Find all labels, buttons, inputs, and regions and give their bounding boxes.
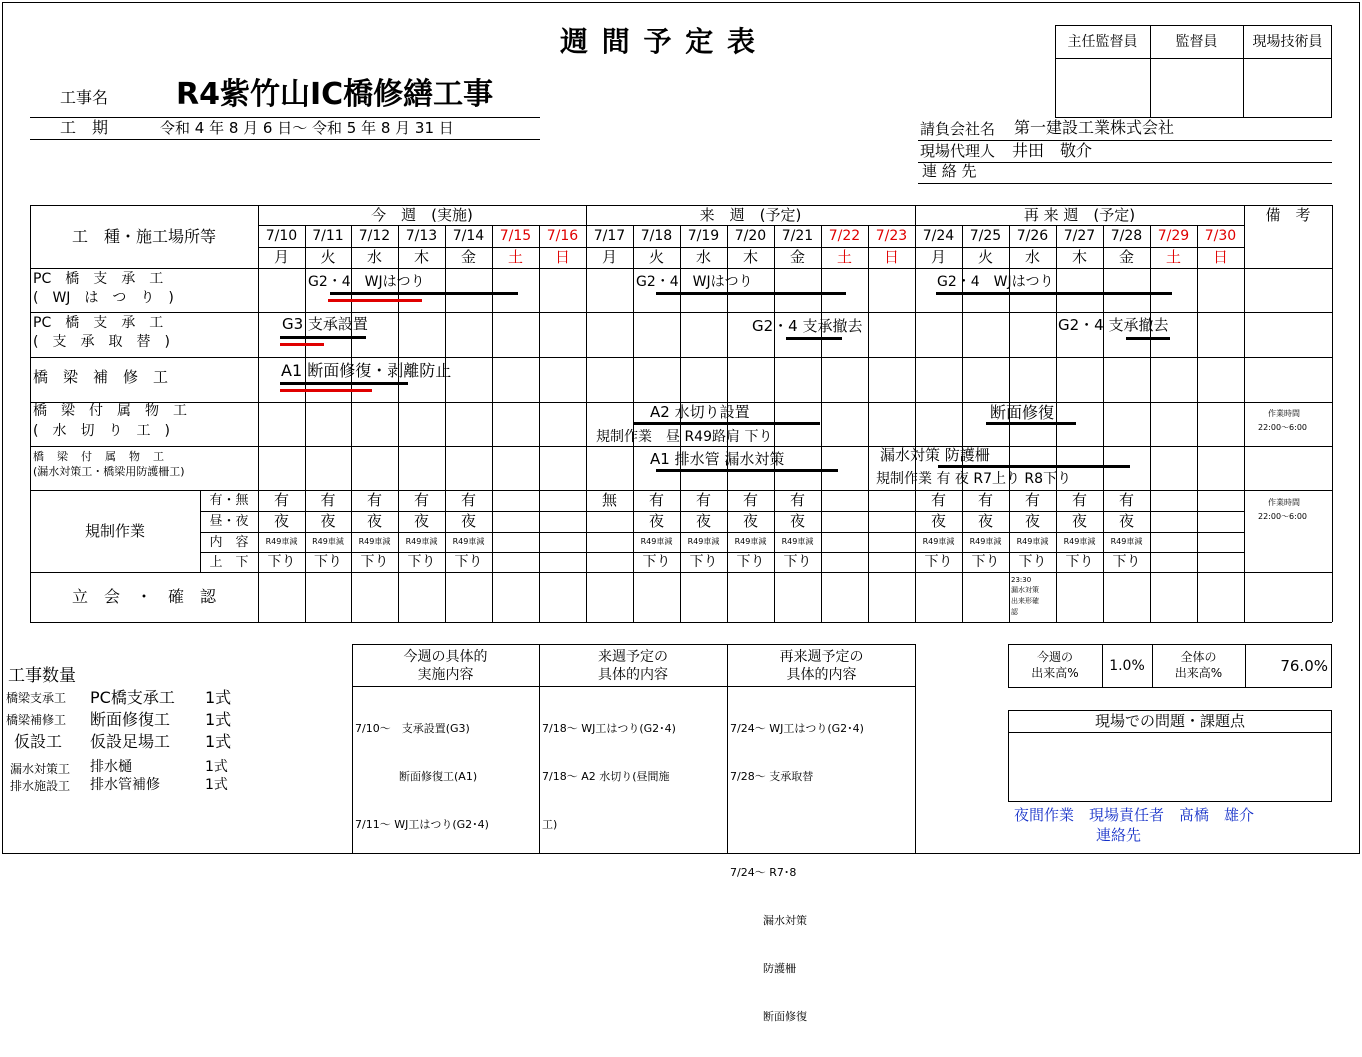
regulation-direction-cell: 下り bbox=[924, 554, 953, 570]
week-progress-value: 1.0% bbox=[1109, 658, 1145, 674]
regulation-night-cell: 夜 bbox=[648, 512, 664, 530]
regulation-yes-cell: 有 bbox=[930, 491, 946, 509]
quantity-qty: 1式 bbox=[205, 777, 228, 793]
witness-label: 立 会 ・ 確 認 bbox=[71, 587, 216, 606]
detail-line: 7/28～ 支承取替 bbox=[730, 770, 814, 783]
task-leak-guard: 漏水対策 防護柵 bbox=[880, 446, 990, 464]
regulation-night-cell: 夜 bbox=[1024, 512, 1040, 530]
weekday-cell: 金 bbox=[460, 248, 476, 266]
regulation-content-label: 内 容 bbox=[209, 534, 249, 550]
regulation-yes-cell: 有 bbox=[648, 491, 664, 509]
regulation-night-cell: 夜 bbox=[1118, 512, 1134, 530]
quantity-qty: 1式 bbox=[205, 688, 232, 707]
regulation-night-cell: 夜 bbox=[789, 512, 805, 530]
weekday-cell: 月 bbox=[273, 248, 289, 266]
regulation-content-cell: R49車減 bbox=[1110, 537, 1143, 546]
witness-note-line3: 出来形確 bbox=[1011, 597, 1039, 605]
date-cell: 7/23 bbox=[875, 228, 908, 244]
regulation-no-cell: 無 bbox=[601, 491, 617, 509]
header-line: 具体的内容 bbox=[598, 667, 668, 683]
weekday-cell: 水 bbox=[695, 248, 711, 266]
regulation-direction-cell: 下り bbox=[783, 554, 812, 570]
week-header-this: 今 週 (実施) bbox=[371, 205, 473, 224]
task-drip-install: A2 水切り設置 bbox=[650, 403, 750, 421]
weekday-cell: 火 bbox=[977, 248, 993, 266]
work-type-header: 工 種・施工場所等 bbox=[71, 226, 216, 246]
date-cell: 7/16 bbox=[546, 228, 579, 244]
row4-label: 橋 梁 付 属 物 工 bbox=[33, 403, 187, 419]
regulation-content-cell: R49車減 bbox=[781, 537, 814, 546]
row2-label: PC 橋 支 承 工 bbox=[33, 315, 164, 331]
quantity-name: 断面修復工 bbox=[90, 710, 171, 729]
approval-chief-supervisor: 主任監督員 bbox=[1067, 33, 1138, 50]
regulation-direction-label: 上 下 bbox=[209, 554, 249, 570]
page-title: 週 間 予 定 表 bbox=[560, 25, 757, 58]
regulation-night-cell: 夜 bbox=[1071, 512, 1087, 530]
regulation-yes-cell: 有 bbox=[977, 491, 993, 509]
label-line: 全体の bbox=[1180, 650, 1217, 665]
regulation-night-cell: 夜 bbox=[460, 512, 476, 530]
regulation-yes-cell: 有 bbox=[366, 491, 382, 509]
date-cell: 7/10 bbox=[265, 228, 298, 244]
project-label: 工事名 bbox=[60, 88, 109, 107]
weekday-cell: 土 bbox=[1165, 248, 1181, 266]
header-line: 実施内容 bbox=[417, 667, 474, 683]
regulation-direction-cell: 下り bbox=[1065, 554, 1094, 570]
regulation-direction-cell: 下り bbox=[736, 554, 765, 570]
task-wj-chipping-week1: G2・4 WJはつり bbox=[308, 274, 425, 290]
quantity-cat: 橋梁補修工 bbox=[6, 713, 67, 727]
details-week-after bbox=[730, 689, 864, 1057]
task-drip-regulation: 規制作業 昼 R49路肩 下り bbox=[596, 429, 773, 445]
task-section-repair-week3: 断面修復 bbox=[990, 403, 1055, 422]
row5-sublabel: (漏水対策工・橋梁用防護柵工) bbox=[33, 465, 185, 478]
weekday-cell: 木 bbox=[1071, 248, 1087, 266]
weekday-cell: 月 bbox=[930, 248, 946, 266]
regulation-content-cell: R49車減 bbox=[358, 537, 391, 546]
actual-bar bbox=[328, 299, 422, 302]
quantity-name: 仮設足場工 bbox=[90, 732, 171, 751]
date-cell: 7/15 bbox=[499, 228, 532, 244]
project-name: R4紫竹山IC橋修繕工事 bbox=[176, 77, 494, 112]
regulation-day-night-label: 昼・夜 bbox=[209, 514, 249, 529]
date-cell: 7/13 bbox=[405, 228, 438, 244]
witness-note-line1: 23:30 bbox=[1011, 576, 1032, 584]
label-line: 今週の bbox=[1036, 650, 1073, 665]
row2-sublabel: ( 支 承 取 替 ) bbox=[33, 334, 170, 350]
detail-line: 7/18～ WJ工はつり(G2･4) bbox=[542, 722, 676, 735]
date-cell: 7/17 bbox=[593, 228, 626, 244]
total-progress-label bbox=[1152, 646, 1245, 686]
row4-sublabel: ( 水 切 り 工 ) bbox=[33, 423, 170, 439]
date-cell: 7/21 bbox=[781, 228, 814, 244]
regulation-content-cell: R49車減 bbox=[312, 537, 344, 546]
work-hours-value: 22:00～6:00 bbox=[1258, 423, 1308, 432]
date-cell: 7/11 bbox=[312, 228, 344, 244]
regulation-content-cell: R49車減 bbox=[969, 537, 1002, 546]
regulation-yes-cell: 有 bbox=[742, 491, 758, 509]
week-progress-label bbox=[1008, 646, 1102, 686]
plan-bar bbox=[936, 292, 1172, 295]
task-wj-chipping-week3: G2・4 WJはつり bbox=[937, 274, 1054, 290]
remarks-header: 備 考 bbox=[1265, 205, 1311, 224]
night-contact-line2: 連絡先 bbox=[1096, 826, 1142, 844]
task-bearing-install: G3 支承設置 bbox=[282, 315, 368, 333]
regulation-direction-cell: 下り bbox=[971, 554, 1000, 570]
week-header-next: 来 週 (予定) bbox=[699, 205, 802, 224]
date-cell: 7/29 bbox=[1157, 228, 1190, 244]
header-line: 再来週予定の bbox=[779, 648, 864, 665]
quantity-name: PC橋支承工 bbox=[90, 688, 175, 707]
detail-line: 断面修復工(A1) bbox=[355, 770, 478, 783]
regulation-night-cell: 夜 bbox=[930, 512, 946, 530]
regulation-direction-cell: 下り bbox=[1018, 554, 1047, 570]
issues-title: 現場での問題・課題点 bbox=[1094, 711, 1245, 730]
plan-bar bbox=[986, 422, 1076, 425]
weekday-cell: 水 bbox=[1024, 248, 1040, 266]
regulation-content-cell: R49車減 bbox=[687, 537, 720, 546]
contact-label: 連 絡 先 bbox=[922, 162, 977, 180]
details-this-week bbox=[355, 689, 489, 865]
quantity-qty: 1式 bbox=[205, 732, 232, 751]
date-cell: 7/20 bbox=[734, 228, 767, 244]
regulation-direction-cell: 下り bbox=[1112, 554, 1141, 570]
date-cell: 7/27 bbox=[1063, 228, 1096, 244]
plan-bar bbox=[656, 469, 838, 472]
work-hours-label: 作業時間 bbox=[1268, 409, 1300, 418]
total-progress-value: 76.0% bbox=[1280, 656, 1328, 675]
plan-bar bbox=[280, 336, 366, 339]
regulation-night-cell: 夜 bbox=[366, 512, 382, 530]
regulation-hours-label: 作業時間 bbox=[1268, 498, 1300, 507]
detail-line: 工) bbox=[542, 818, 558, 831]
label-line: 出来高% bbox=[1174, 666, 1223, 680]
detail-line: 断面修復 bbox=[730, 1010, 807, 1023]
date-cell: 7/25 bbox=[969, 228, 1002, 244]
date-cell: 7/26 bbox=[1016, 228, 1049, 244]
date-cell: 7/30 bbox=[1204, 228, 1237, 244]
detail-line: 7/24～ WJ工はつり(G2･4) bbox=[730, 722, 864, 735]
quantity-qty: 1式 bbox=[205, 710, 232, 729]
regulation-night-cell: 夜 bbox=[320, 512, 336, 530]
regulation-yes-cell: 有 bbox=[320, 491, 336, 509]
period-value: 令和 4 年 8 月 6 日～ 令和 5 年 8 月 31 日 bbox=[160, 119, 454, 137]
regulation-content-cell: R49車減 bbox=[640, 537, 673, 546]
date-cell: 7/22 bbox=[828, 228, 861, 244]
actual-bar bbox=[280, 343, 324, 346]
company-label: 請負会社名 bbox=[920, 120, 996, 138]
regulation-yes-cell: 有 bbox=[789, 491, 805, 509]
quantity-name: 排水管補修 bbox=[90, 777, 160, 793]
regulation-direction-cell: 下り bbox=[689, 554, 718, 570]
date-cell: 7/28 bbox=[1110, 228, 1143, 244]
approval-supervisor: 監督員 bbox=[1175, 33, 1218, 50]
detail-line: 7/10～ 支承設置(G3) bbox=[355, 722, 470, 735]
date-cell: 7/12 bbox=[358, 228, 391, 244]
regulation-hours-value: 22:00～6:00 bbox=[1258, 512, 1308, 521]
plan-bar bbox=[786, 337, 842, 340]
plan-bar bbox=[634, 422, 820, 425]
regulation-content-cell: R49車減 bbox=[452, 537, 485, 546]
plan-bar bbox=[938, 465, 1130, 468]
header-line: 来週予定の bbox=[598, 648, 668, 665]
regulation-night-cell: 夜 bbox=[977, 512, 993, 530]
plan-bar bbox=[330, 292, 518, 295]
date-cell: 7/24 bbox=[922, 228, 955, 244]
agent-name: 井田 敬介 bbox=[1012, 141, 1093, 160]
witness-note-line4: 認 bbox=[1011, 608, 1018, 616]
weekday-cell: 金 bbox=[789, 248, 805, 266]
weekday-cell: 日 bbox=[554, 248, 570, 266]
regulation-content-cell: R49車減 bbox=[265, 537, 298, 546]
date-cell: 7/18 bbox=[640, 228, 673, 244]
weekday-cell: 木 bbox=[742, 248, 758, 266]
task-bearing-removal-week2: G2・4 支承撤去 bbox=[752, 317, 863, 335]
regulation-night-cell: 夜 bbox=[695, 512, 711, 530]
plan-bar bbox=[656, 292, 846, 295]
regulation-content-cell: R49車減 bbox=[734, 537, 767, 546]
regulation-direction-cell: 下り bbox=[360, 554, 389, 570]
task-wj-chipping-week2: G2・4 WJはつり bbox=[636, 274, 753, 290]
task-section-repair: A1 断面修復・剥離防止 bbox=[281, 361, 452, 380]
week-header-after: 再 来 週 (予定) bbox=[1023, 205, 1136, 224]
detail-line: 防護柵 bbox=[730, 962, 796, 975]
regulation-night-cell: 夜 bbox=[742, 512, 758, 530]
date-cell: 7/19 bbox=[687, 228, 720, 244]
weekday-cell: 土 bbox=[507, 248, 523, 266]
regulation-content-cell: R49車減 bbox=[1016, 537, 1049, 546]
task-drain-pipe: A1 排水管 漏水対策 bbox=[650, 450, 785, 468]
company-name: 第一建設工業株式会社 bbox=[1014, 118, 1175, 137]
weekday-cell: 水 bbox=[366, 248, 382, 266]
plan-bar bbox=[280, 382, 408, 385]
quantity-cat: 排水施設工 bbox=[10, 779, 71, 793]
regulation-yes-cell: 有 bbox=[1071, 491, 1087, 509]
weekday-cell: 火 bbox=[320, 248, 336, 266]
quantity-qty: 1式 bbox=[205, 759, 228, 775]
details-next-week-header bbox=[539, 646, 727, 686]
regulation-content-cell: R49車減 bbox=[922, 537, 955, 546]
header-line: 今週の具体的 bbox=[403, 648, 488, 665]
period-label: 工 期 bbox=[60, 118, 109, 137]
weekday-cell: 月 bbox=[601, 248, 617, 266]
quantity-name: 排水樋 bbox=[90, 759, 132, 775]
regulation-direction-cell: 下り bbox=[267, 554, 296, 570]
task-bearing-removal-week3: G2・4 支承撤去 bbox=[1058, 316, 1169, 334]
regulation-yes-no-label: 有・無 bbox=[209, 493, 249, 508]
quantity-cat: 仮設工 bbox=[14, 732, 63, 751]
details-this-week-header bbox=[352, 646, 539, 686]
regulation-yes-cell: 有 bbox=[413, 491, 429, 509]
regulation-content-cell: R49車減 bbox=[1063, 537, 1096, 546]
quantity-title: 工事数量 bbox=[8, 666, 76, 686]
regulation-direction-cell: 下り bbox=[314, 554, 342, 570]
regulation-yes-cell: 有 bbox=[695, 491, 711, 509]
weekday-cell: 日 bbox=[1212, 248, 1228, 266]
row3-label: 橋 梁 補 修 工 bbox=[33, 368, 169, 386]
row1-sublabel: ( WJ は つ り ) bbox=[33, 290, 174, 306]
weekday-cell: 火 bbox=[648, 248, 664, 266]
regulation-direction-cell: 下り bbox=[454, 554, 483, 570]
weekday-cell: 金 bbox=[1118, 248, 1134, 266]
date-cell: 7/14 bbox=[452, 228, 485, 244]
detail-line: 漏水対策 bbox=[730, 914, 807, 927]
task-leak-regulation: 規制作業 有 夜 R7上り R8下り bbox=[876, 471, 1072, 487]
row1-label: PC 橋 支 承 工 bbox=[33, 271, 164, 287]
witness-note-line2: 漏水対策 bbox=[1011, 586, 1039, 594]
regulation-direction-cell: 下り bbox=[642, 554, 671, 570]
detail-line: 7/18～ A2 水切り(昼間施 bbox=[542, 770, 670, 783]
agent-label: 現場代理人 bbox=[920, 142, 996, 160]
detail-line: 7/11～ WJ工はつり(G2･4) bbox=[355, 818, 489, 831]
weekday-cell: 木 bbox=[413, 248, 429, 266]
plan-bar bbox=[1126, 337, 1170, 340]
details-next-week bbox=[542, 689, 676, 865]
night-contact-line1: 夜間作業 現場責任者 髙橋 雄介 bbox=[1014, 806, 1255, 824]
regulation-content-cell: R49車減 bbox=[405, 537, 438, 546]
quantity-cat: 漏水対策工 bbox=[10, 762, 71, 776]
regulation-label: 規制作業 bbox=[84, 521, 145, 540]
regulation-yes-cell: 有 bbox=[1118, 491, 1134, 509]
detail-line bbox=[730, 817, 864, 833]
regulation-yes-cell: 有 bbox=[1024, 491, 1040, 509]
regulation-direction-cell: 下り bbox=[407, 554, 436, 570]
approval-site-engineer: 現場技術員 bbox=[1252, 33, 1323, 50]
weekday-cell: 日 bbox=[883, 248, 899, 266]
row5-label: 橋 梁 付 属 物 工 bbox=[33, 450, 165, 463]
label-line: 出来高% bbox=[1031, 666, 1079, 680]
detail-line: 7/24～ R7･8 bbox=[730, 866, 797, 879]
regulation-night-cell: 夜 bbox=[413, 512, 429, 530]
weekday-cell: 土 bbox=[836, 248, 852, 266]
actual-bar bbox=[280, 389, 372, 392]
regulation-yes-cell: 有 bbox=[460, 491, 476, 509]
regulation-night-cell: 夜 bbox=[273, 512, 289, 530]
details-week-after-header bbox=[727, 646, 916, 686]
regulation-yes-cell: 有 bbox=[273, 491, 289, 509]
header-line: 具体的内容 bbox=[786, 667, 857, 683]
quantity-cat: 橋梁支承工 bbox=[6, 691, 67, 705]
